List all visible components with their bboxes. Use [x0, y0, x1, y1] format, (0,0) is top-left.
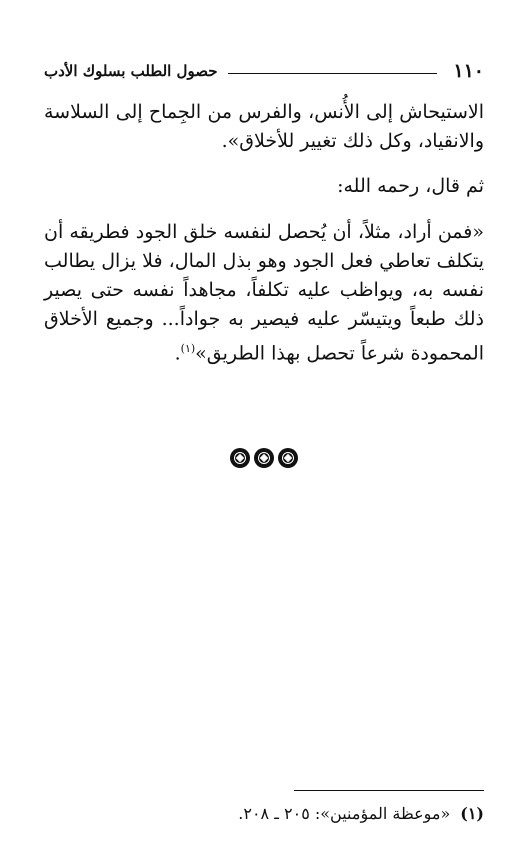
- main-text: [44, 98, 484, 368]
- running-title: حصول الطلب بسلوك الأدب: [44, 62, 218, 80]
- page-number: ١١٠: [453, 60, 484, 82]
- footnote-separator: [294, 790, 484, 791]
- rosette-ornament-icon: [254, 448, 274, 468]
- quote-text: «فمن أراد، مثلاً، أن يُحصل لنفسه خلق الجود فطريقه أن يتكلف تعاطي فعل الجود وهو بذل المال، فلا يزال يطالب نفسه به، ويواظب عليه تكلفاً، مجاهداً نفسه حتى يصير ذلك طبعاً ويتيسّر عليه فيصير به جواداً... وجميع الأخلاق المحمودة شرعاً تحصل بهذا الطريق»: [44, 221, 484, 365]
- footnote-number: (١): [460, 804, 484, 823]
- footnote: [44, 802, 484, 826]
- footnote-marker: (١): [180, 342, 196, 355]
- header-rule: [228, 73, 438, 74]
- paragraph-continuation: الاستيحاش إلى الأُنس، والفرس من الجِماح إلى السلاسة والانقياد، وكل ذلك تغيير للأخلاق».: [44, 101, 484, 152]
- quoted-passage: [44, 218, 484, 368]
- rosette-ornament-icon: [230, 448, 250, 468]
- footnote-text: «موعظة المؤمنين»: ٢٠٥ ـ ٢٠٨.: [238, 804, 451, 823]
- running-header: [44, 58, 484, 84]
- section-ornaments: [0, 448, 528, 468]
- quote-introduction: ثم قال، رحمه الله:: [337, 175, 484, 197]
- rosette-ornament-icon: [278, 448, 298, 468]
- quote-end: .: [174, 342, 181, 365]
